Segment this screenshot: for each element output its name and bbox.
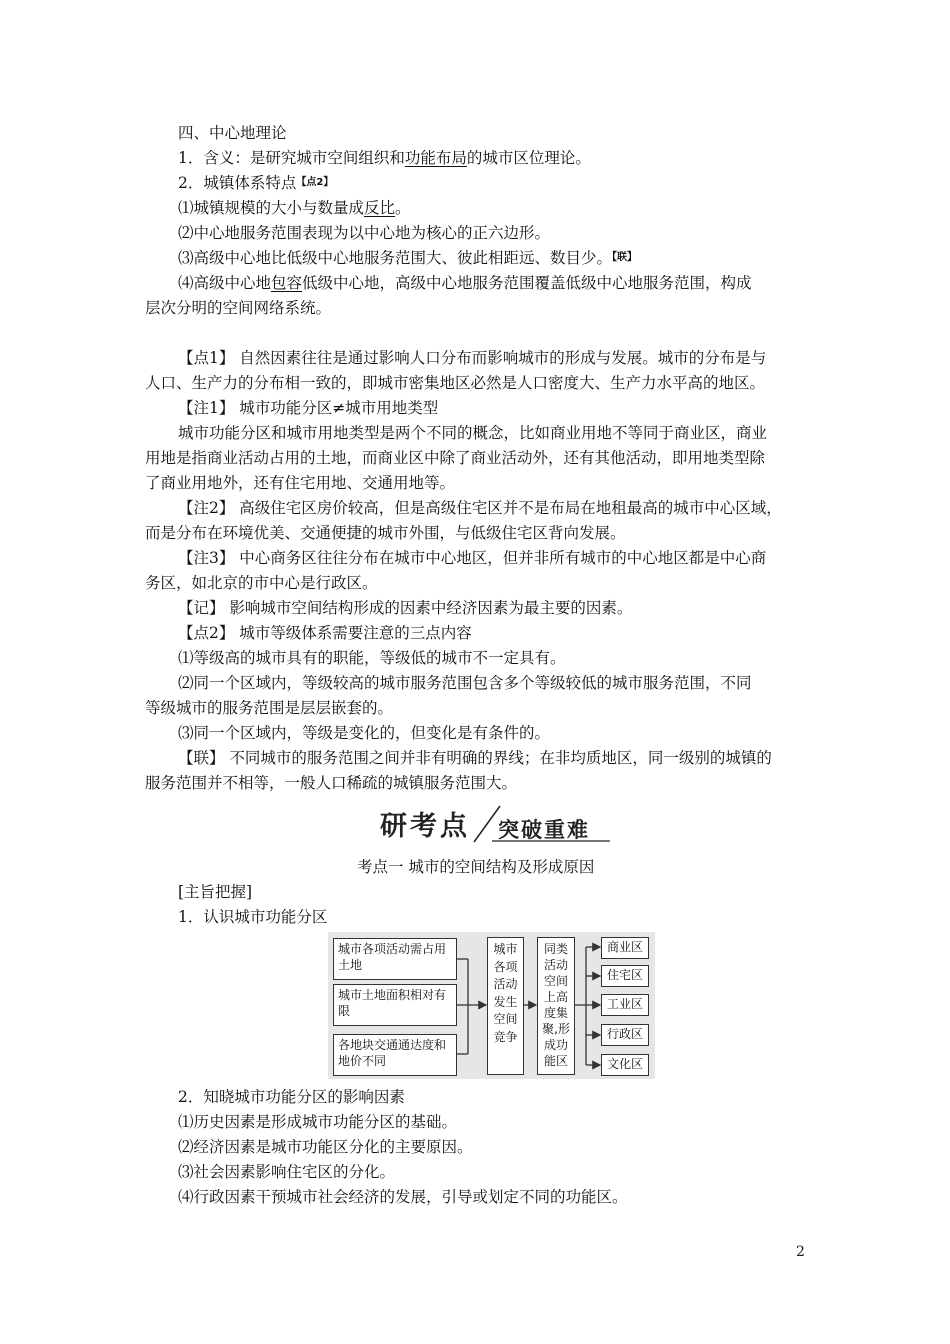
underlined-term: 包容 [271,274,303,292]
topic-item1: 1．认识城市功能分区 [178,908,328,926]
topic-grasp: [主旨把握] [178,883,253,901]
factor-administration: ⑷行政因素干预城市社会经济的发展，引导或划定不同的功能区。 [178,1188,628,1206]
note-zhu3: 【注3】 中心商务区往往分布在城市中心地区，但并非所有城市的中心地区都是中心商 [178,549,767,567]
section-banner [380,800,610,846]
page-number: 2 [796,1244,805,1260]
note-ji: 【记】 影响城市空间结构形成的因素中经济因素为最主要的因素。 [178,599,633,617]
space-competition-box: 城市 各项 活动 发生 空间 竞争 [487,937,524,1075]
banner-underline [492,840,610,844]
note-point1-cont: 人口、生产力的分布相一致的，即城市密集地区必然是人口密度大、生产力水平高的地区。 [145,374,766,392]
factor-economy: ⑵经济因素是城市功能区分化的主要原因。 [178,1138,473,1156]
section-heading: 四、中心地理论 [178,124,287,142]
topic-item2: 2．知晓城市功能分区的影响因素 [178,1088,405,1106]
feature-3: ⑶高级中心地比低级中心地服务范围大、彼此相距远、数目少。【联】 [178,249,638,267]
note-zhu2-cont: 而是分布在环境优美、交通便捷的城市外围，与低级住宅区背向发展。 [145,524,626,542]
note-point2-item2: ⑵同一个区域内，等级较高的城市服务范围包含多个等级较低的城市服务范围，不同 [178,674,752,692]
note-lian: 【联】 不同城市的服务范围之间并非有明确的界线；在非均质地区，同一级别的城镇的 [178,749,772,767]
note-lian-cont: 服务范围并不相等，一般人口稀疏的城镇服务范围大。 [145,774,518,792]
feature-1: ⑴城镇规模的大小与数量成反比。 [178,199,411,217]
note-zhu3-cont: 务区，如北京的市中心是行政区。 [145,574,378,592]
underlined-term: 反比 [364,199,396,217]
note-zhu2: 【注2】 高级住宅区房价较高，但是高级住宅区并不是布局在地租最高的城市中心区域， [178,499,782,517]
definition-line: 1．含义：是研究城市空间组织和功能布局的城市区位理论。 [178,149,591,167]
zone-commercial: 商业区 [601,937,649,959]
note-point2-item2-cont: 等级城市的服务范围是层层嵌套的。 [145,699,394,717]
feature-2: ⑵中心地服务范围表现为以中心地为核心的正六边形。 [178,224,551,242]
factor-history: ⑴历史因素是形成城市功能分区的基础。 [178,1113,458,1131]
feature-4: ⑷高级中心地包容低级中心地，高级中心地服务范围覆盖低级中心地服务范围，构成 [178,274,752,292]
note-point1: 【点1】 自然因素往往是通过影响人口分布而影响城市的形成与发展。城市的分布是与 [178,349,767,367]
factor-land-need: 城市各项活动需占用土地 [333,938,457,980]
factor-access-rent: 各地块交通通达度和地价不同 [333,1034,457,1076]
note-zhu1-body: 城市功能分区和城市用地类型是两个不同的概念，比如商业用地不等同于商业区，商业 [178,424,768,442]
features-heading: 2．城镇体系特点【点2】 [178,174,334,192]
banner-title: 研考点 [380,811,470,842]
factor-land-limited: 城市土地面积相对有限 [333,984,457,1026]
note-point2-item1: ⑴等级高的城市具有的职能，等级低的城市不一定具有。 [178,649,566,667]
banner-subtitle: 突破重难 [498,818,590,842]
underlined-term: 功能布局 [404,149,467,167]
topic-title: 考点一 城市的空间结构及形成原因 [357,858,595,876]
factor-society: ⑶社会因素影响住宅区的分化。 [178,1163,396,1181]
zone-administrative: 行政区 [601,1024,649,1046]
note-zhu1-title: 【注1】 城市功能分区≠城市用地类型 [178,399,439,417]
feature-4-cont: 层次分明的空间网络系统。 [145,299,332,317]
zone-industrial: 工业区 [601,994,649,1016]
zone-cultural: 文化区 [601,1054,649,1076]
zone-residential: 住宅区 [601,965,649,987]
note-zhu1-body: 用地是指商业活动占用的土地，而商业区中除了商业活动外，还有其他活动，即用地类型除 [145,449,766,467]
function-zone-diagram [328,932,655,1079]
note-tag: 【联】 [612,252,638,263]
note-point2-item3: ⑶同一个区域内，等级是变化的，但变化是有条件的。 [178,724,551,742]
note-point2-title: 【点2】 城市等级体系需要注意的三点内容 [178,624,472,642]
agglomeration-box: 同类 活动 空间 上高 度集 聚,形 成功 能区 [537,937,575,1075]
note-zhu1-body: 了商业用地外，还有住宅用地、交通用地等。 [145,474,456,492]
note-tag: 【点2】 [296,177,334,188]
